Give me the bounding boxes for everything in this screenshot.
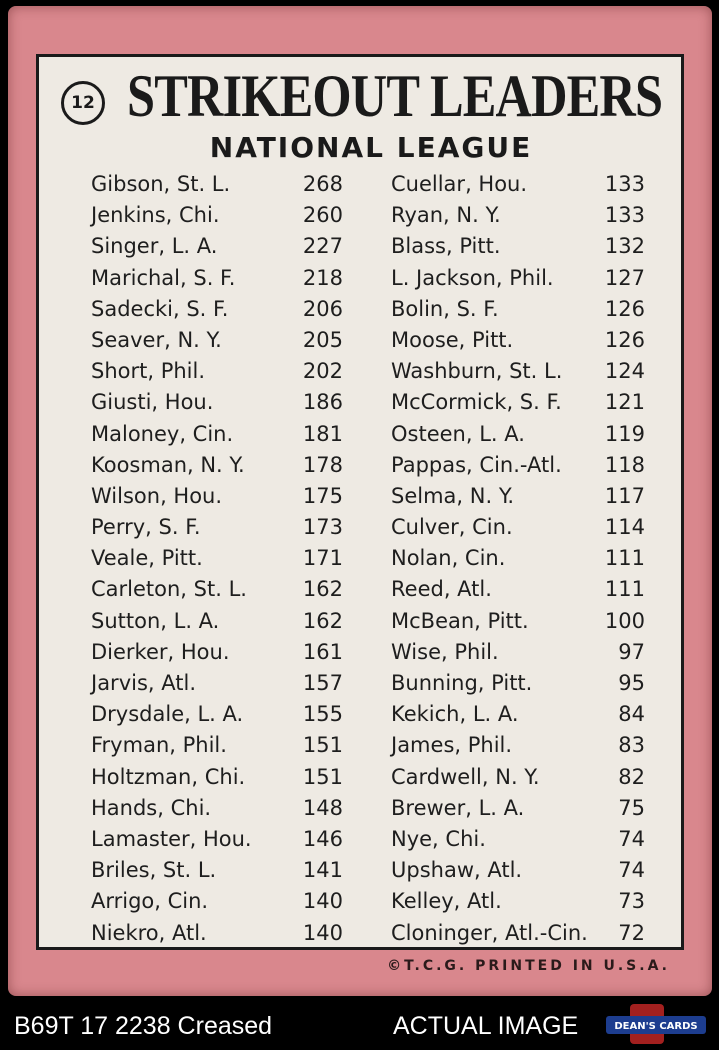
strikeout-count: 100 <box>604 608 645 633</box>
strikeout-count: 73 <box>618 889 645 914</box>
player-name: Perry, S. F. <box>91 515 201 540</box>
leader-row <box>391 356 645 387</box>
strikeout-count: 74 <box>618 858 645 883</box>
player-name: McCormick, S. F. <box>391 390 562 415</box>
leader-row <box>391 574 645 605</box>
strikeout-count: 148 <box>302 795 343 820</box>
player-name: Pappas, Cin.-Atl. <box>391 452 562 477</box>
player-name: Carleton, St. L. <box>91 577 247 602</box>
strikeout-count: 114 <box>604 515 645 540</box>
strikeout-count: 119 <box>604 421 645 446</box>
player-name: Marichal, S. F. <box>91 265 236 290</box>
player-name: Upshaw, Atl. <box>391 858 523 883</box>
player-name: L. Jackson, Phil. <box>391 265 554 290</box>
baseball-card <box>8 6 712 996</box>
strikeout-count: 97 <box>618 639 645 664</box>
strikeout-count: 72 <box>618 920 645 945</box>
leader-row <box>91 699 343 730</box>
leader-row <box>91 294 343 325</box>
leader-row <box>91 200 343 231</box>
strikeout-count: 151 <box>302 733 343 758</box>
player-name: Cuellar, Hou. <box>391 172 528 196</box>
player-name: Selma, N. Y. <box>391 483 515 508</box>
strikeout-count: 181 <box>302 421 343 446</box>
strikeout-count: 118 <box>604 452 645 477</box>
strikeout-count: 82 <box>618 764 645 789</box>
player-name: Culver, Cin. <box>391 515 513 540</box>
strikeout-count: 95 <box>618 671 645 695</box>
leader-row <box>391 169 645 200</box>
strikeout-count: 202 <box>302 359 343 384</box>
player-name: Cardwell, N. Y. <box>391 764 540 789</box>
leader-row <box>391 668 645 699</box>
player-name: Jarvis, Atl. <box>91 671 196 695</box>
leader-row <box>391 855 645 886</box>
strikeout-count: 155 <box>302 702 343 727</box>
leader-row <box>91 263 343 294</box>
leader-row <box>91 574 343 605</box>
strikeout-count: 205 <box>302 327 343 352</box>
strikeout-count: 268 <box>302 172 343 196</box>
leader-row <box>91 419 343 450</box>
leader-row <box>391 200 645 231</box>
player-name: Bolin, S. F. <box>391 296 499 321</box>
player-name: Wise, Phil. <box>391 639 499 664</box>
player-name: Nye, Chi. <box>391 826 486 851</box>
leader-row <box>91 886 343 917</box>
leader-row <box>391 231 645 262</box>
copyright-text: ©T.C.G. PRINTED IN U.S.A. <box>387 958 670 974</box>
leader-row <box>391 387 645 418</box>
leader-row <box>91 637 343 668</box>
strikeout-count: 227 <box>302 234 343 259</box>
player-name: Washburn, St. L. <box>391 359 563 384</box>
leaders-right-column <box>391 169 645 949</box>
card-title: STRIKEOUT LEADERS <box>127 63 663 129</box>
strikeout-count: 218 <box>302 265 343 290</box>
leader-row <box>91 918 343 949</box>
leaders-left-column <box>91 169 343 949</box>
strikeout-count: 162 <box>302 608 343 633</box>
strikeout-count: 186 <box>302 390 343 415</box>
leader-row <box>91 824 343 855</box>
player-name: Briles, St. L. <box>91 858 217 883</box>
player-name: Sadecki, S. F. <box>91 296 229 321</box>
player-name: Hands, Chi. <box>91 795 212 820</box>
player-name: Koosman, N. Y. <box>91 452 245 477</box>
player-name: Niekro, Atl. <box>91 920 207 945</box>
strikeout-count: 132 <box>604 234 645 259</box>
player-name: Holtzman, Chi. <box>91 764 246 789</box>
strikeout-count: 117 <box>604 483 645 508</box>
leader-row <box>91 356 343 387</box>
leader-row <box>391 263 645 294</box>
strikeout-count: 162 <box>302 577 343 602</box>
card-panel <box>36 54 684 950</box>
player-name: Gibson, St. L. <box>91 172 231 196</box>
strikeout-count: 127 <box>604 265 645 290</box>
player-name: Drysdale, L. A. <box>91 702 244 727</box>
player-name: Arrigo, Cin. <box>91 889 209 914</box>
player-name: Ryan, N. Y. <box>391 203 501 228</box>
leader-row <box>91 169 343 200</box>
player-name: Singer, L. A. <box>91 234 218 259</box>
player-name: Lamaster, Hou. <box>91 826 252 851</box>
leader-row <box>391 762 645 793</box>
leader-row <box>91 762 343 793</box>
leader-row <box>391 699 645 730</box>
leader-row <box>91 793 343 824</box>
leader-row <box>91 325 343 356</box>
leader-row <box>91 855 343 886</box>
strikeout-count: 83 <box>618 733 645 758</box>
leader-row <box>91 450 343 481</box>
player-name: Dierker, Hou. <box>91 639 230 664</box>
player-name: James, Phil. <box>391 733 513 758</box>
leader-row <box>91 730 343 761</box>
leader-row <box>91 387 343 418</box>
strikeout-count: 126 <box>604 296 645 321</box>
player-name: Kelley, Atl. <box>391 889 502 914</box>
player-name: Kekich, L. A. <box>391 702 519 727</box>
strikeout-count: 173 <box>302 515 343 540</box>
leader-row <box>391 824 645 855</box>
player-name: Moose, Pitt. <box>391 327 514 352</box>
strikeout-count: 126 <box>604 327 645 352</box>
deans-cards-logo <box>604 1002 708 1046</box>
leader-row <box>391 606 645 637</box>
leader-row <box>91 606 343 637</box>
strikeout-count: 84 <box>618 702 645 727</box>
player-name: Reed, Atl. <box>391 577 492 602</box>
player-name: Nolan, Cin. <box>391 546 506 571</box>
player-name: Veale, Pitt. <box>91 546 203 571</box>
strikeout-count: 133 <box>604 203 645 228</box>
leader-row <box>391 325 645 356</box>
strikeout-count: 178 <box>302 452 343 477</box>
strikeout-count: 161 <box>302 639 343 664</box>
leader-row <box>391 730 645 761</box>
player-name: Giusti, Hou. <box>91 390 214 415</box>
player-name: Bunning, Pitt. <box>391 671 533 695</box>
leader-row <box>391 294 645 325</box>
strikeout-count: 141 <box>302 858 343 883</box>
strikeout-count: 121 <box>604 390 645 415</box>
actual-image-caption: ACTUAL IMAGE <box>393 1012 579 1040</box>
leader-row <box>391 793 645 824</box>
leader-row <box>391 419 645 450</box>
card-number-badge <box>61 81 105 125</box>
player-name: McBean, Pitt. <box>391 608 529 633</box>
strikeout-count: 140 <box>302 920 343 945</box>
strikeout-count: 133 <box>604 172 645 196</box>
leader-row <box>91 481 343 512</box>
player-name: Wilson, Hou. <box>91 483 223 508</box>
strikeout-count: 111 <box>604 546 645 571</box>
leader-row <box>391 543 645 574</box>
strikeout-count: 74 <box>618 826 645 851</box>
strikeout-count: 75 <box>618 795 645 820</box>
leader-row <box>391 481 645 512</box>
logo-text: DEAN'S CARDS <box>614 1021 698 1032</box>
strikeout-count: 206 <box>302 296 343 321</box>
player-name: Cloninger, Atl.-Cin. <box>391 920 588 945</box>
player-name: Short, Phil. <box>91 359 206 384</box>
player-name: Jenkins, Chi. <box>91 203 220 228</box>
card-subtitle: NATIONAL LEAGUE <box>209 131 533 164</box>
leader-row <box>391 512 645 543</box>
strikeout-count: 146 <box>302 826 343 851</box>
leader-row <box>91 543 343 574</box>
player-name: Osteen, L. A. <box>391 421 525 446</box>
leader-row <box>91 668 343 699</box>
player-name: Maloney, Cin. <box>91 421 234 446</box>
leader-row <box>91 231 343 262</box>
player-name: Blass, Pitt. <box>391 234 501 259</box>
player-name: Brewer, L. A. <box>391 795 525 820</box>
strikeout-count: 124 <box>604 359 645 384</box>
player-name: Seaver, N. Y. <box>91 327 222 352</box>
strikeout-count: 171 <box>302 546 343 571</box>
leader-row <box>91 512 343 543</box>
strikeout-count: 140 <box>302 889 343 914</box>
card-number: 12 <box>71 93 95 113</box>
strikeout-count: 175 <box>302 483 343 508</box>
strikeout-count: 157 <box>302 671 343 695</box>
player-name: Fryman, Phil. <box>91 733 227 758</box>
leader-row <box>391 450 645 481</box>
player-name: Sutton, L. A. <box>91 608 220 633</box>
leader-row <box>391 918 645 949</box>
strikeout-count: 260 <box>302 203 343 228</box>
strikeout-count: 151 <box>302 764 343 789</box>
leader-row <box>391 886 645 917</box>
card-id-caption: B69T 17 2238 Creased <box>14 1012 273 1040</box>
strikeout-count: 111 <box>604 577 645 602</box>
leader-row <box>391 637 645 668</box>
